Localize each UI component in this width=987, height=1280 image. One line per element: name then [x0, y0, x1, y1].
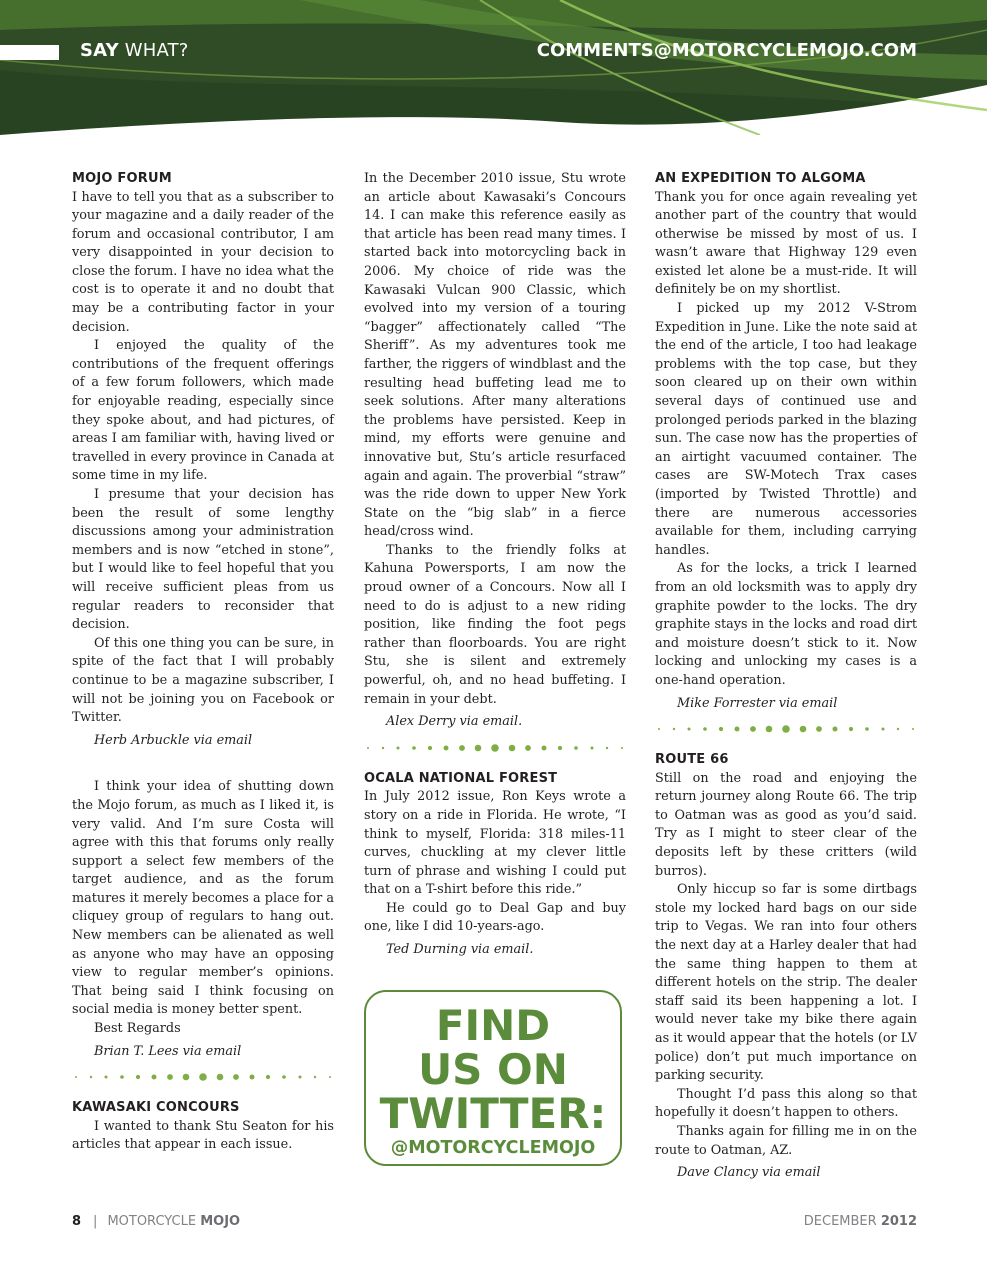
dotted-divider: [655, 723, 917, 735]
letter-signature: Alex Derry via email.: [386, 714, 523, 730]
letter-paragraph: I think your idea of shutting down the Mojo forum, as much as I liked it, is very valid. And I’m sure Costa will agree with this that forums only really support a select few members of the target audience, and as the forum matures it merely becomes a place for a cliquey group of regulars to hang out. New members can be alienated as well as anyone who may have an opposing view to regular member’s opinions. That being said I think focusing on social media is money better spent.: [72, 779, 334, 1018]
letter-signature: Ted Durning via email.: [386, 942, 534, 958]
letter-paragraph: In the December 2010 issue, Stu wrote an article about Kawasaki’s Concours 14. I can make this reference easily as that article has been read many times. I started back into motorcycling back in 2006. My choice of ride was the Kawasaki Vulcan 900 Classic, which evolved into my version of a touring “bagger” affectionately called “The Sheriff”. As my adventures took me farther, the riggers of windblast and the resulting head buffeting lead me to seek solutions. After many alterations the problems have persisted. Keep in mind, my efforts were genuine and innovative but, Stu’s article resurfaced again and again. The proverbial “straw” was the ride down to upper New York State on the “big slab” in a fierce head/cross wind.: [364, 171, 626, 540]
heading-expedition-to-algoma: AN EXPEDITION TO ALGOMA: [655, 171, 866, 186]
section-title-bold: SAY: [80, 40, 119, 61]
letter-paragraph: Still on the road and enjoying the return journey along Route 66. The trip to Oatman was as good as you’d said. Try as I might to steer clear of the deposits left by these critters (wild burros).: [655, 770, 917, 879]
letter-paragraph: I enjoyed the quality of the contributions of the frequent offerings of a few forum followers, which made for enjoyable reading, especially since they spoke about, and had pictures, of areas I am familiar with, having lived or travelled in every province in Canada at some time in my life.: [72, 338, 334, 484]
letter-paragraph: Only hiccup so far is some dirtbags stole my locked hard bags on our side trip to Vegas. We ran into four others the next day at a Harley dealer that had the same thing happen to them at different hotels on the strip. The dealer staff said its been happening a lot. I would never take my bike there again as it would appear that the hotels (or LV police) don’t put much importance on parking security.: [655, 882, 917, 1084]
letter-paragraph: As for the locks, a trick I learned from an old locksmith was to apply dry graphite powder to the locks. The dry graphite stays in the locks and road dirt and moisture doesn’t stick to it. Now locking and unlocking my cases is a one-hand operation.: [655, 561, 917, 688]
letter-closing: Best Regards: [94, 1021, 181, 1037]
letter-paragraph: I have to tell you that as a subscriber to your magazine and a daily reader of the forum and occasional contributor, I am very disappointed in your decision to close the forum. I have no idea what the cost is to operate it and no doubt that may be a contributing factor in your decision.: [72, 189, 334, 335]
column-3: [655, 170, 917, 1183]
magazine-name-light: MOTORCYCLE: [107, 1214, 197, 1229]
letter-paragraph: Thank you for once again revealing yet another part of the country that would otherwise be missed by most of us. I wasn’t aware that Highway 129 even existed let alone be a must-ride. It will definitely be on my shortlist.: [655, 189, 917, 298]
twitter-handle[interactable]: @MOTORCYCLEMOJO: [390, 1138, 596, 1158]
twitter-promo-box[interactable]: [364, 990, 622, 1166]
magazine-name: [107, 1214, 240, 1229]
issue-year: 2012: [880, 1214, 917, 1229]
dotted-divider: [72, 1071, 334, 1083]
letter-signature: Dave Clancy via email: [677, 1165, 821, 1181]
twitter-line-3: TWITTER:: [379, 1089, 607, 1138]
heading-kawasaki-concours: KAWASAKI CONCOURS: [72, 1100, 240, 1116]
magazine-name-bold: MOJO: [200, 1214, 241, 1229]
letter-paragraph: I presume that your decision has been the result of some lengthy discussions among your administration members and is now “etched in stone”, but I would like to feel hopeful that you will receive sufficient pleas from us regular readers to reconsider that decision.: [72, 487, 334, 633]
dotted-divider: [364, 742, 626, 754]
letter-signature: Mike Forrester via email: [677, 695, 838, 711]
letter-paragraph: I picked up my 2012 V-Strom Expedition in June. Like the note said at the end of the article, I too had leakage problems with the top case, but they soon cleared up on their own within several days of continued use and prolonged periods parked in the blazing sun. The case now has the properties of an airtight vacuumed container. The cases are SW-Motech Trax cases (imported by Twisted Throttle) and there are numerous accessories available for them, including carrying handles.: [655, 301, 917, 558]
comments-email[interactable]: COMMENTS@MOTORCYCLEMOJO.COM: [536, 40, 917, 61]
section-bar: [0, 45, 59, 60]
heading-mojo-forum: MOJO FORUM: [72, 171, 172, 186]
twitter-line-1: FIND: [435, 1001, 551, 1050]
letter-paragraph: He could go to Deal Gap and buy one, like I did 10-years-ago.: [364, 900, 626, 935]
footer-left: [72, 1214, 240, 1229]
section-title: [80, 40, 189, 61]
letter-signature: Brian T. Lees via email: [94, 1043, 242, 1059]
letter-paragraph: I wanted to thank Stu Seaton for his articles that appear in each issue.: [72, 1118, 334, 1153]
twitter-line-2: US ON: [418, 1045, 568, 1094]
letter-signature: Herb Arbuckle via email: [94, 732, 253, 748]
heading-route-66: ROUTE 66: [655, 752, 729, 768]
column-2: [364, 170, 626, 960]
section-title-rest: WHAT?: [124, 40, 189, 61]
letter-paragraph: Thanks to the friendly folks at Kahuna Powersports, I am now the proud owner of a Concours. Now all I need to do is adjust to a new riding position, like finding the foot pegs rather than floorboards. You are right Stu, she is silent and extremely powerful, oh, and no head buffeting. I remain in your debt.: [364, 542, 626, 707]
letter-paragraph: In July 2012 issue, Ron Keys wrote a story on a ride in Florida. He wrote, “I think to myself, Florida: 318 miles-11 curves, chuckling at my clever little turn of phrase and wishing I could put that on a T-shirt before this ride.”: [364, 789, 626, 898]
page-number: 8: [72, 1214, 82, 1229]
issue-month: DECEMBER: [803, 1214, 877, 1229]
letter-paragraph: Of this one thing you can be sure, in spite of the fact that I will probably continue to be a magazine subscriber, I will not be joining you on Facebook or Twitter.: [72, 635, 334, 726]
footer-separator: |: [93, 1214, 98, 1229]
issue-date: [804, 1214, 917, 1229]
letter-paragraph: Thanks again for filling me in on the route to Oatman, AZ.: [655, 1123, 917, 1158]
page-footer: [72, 1214, 917, 1234]
page-header: [0, 0, 987, 135]
column-1: [72, 170, 334, 1155]
header-green-banner: [0, 0, 987, 135]
heading-ocala-national-forest: OCALA NATIONAL FOREST: [364, 770, 558, 786]
letter-paragraph: Thought I’d pass this along so that hopefully it doesn’t happen to others.: [655, 1086, 917, 1121]
